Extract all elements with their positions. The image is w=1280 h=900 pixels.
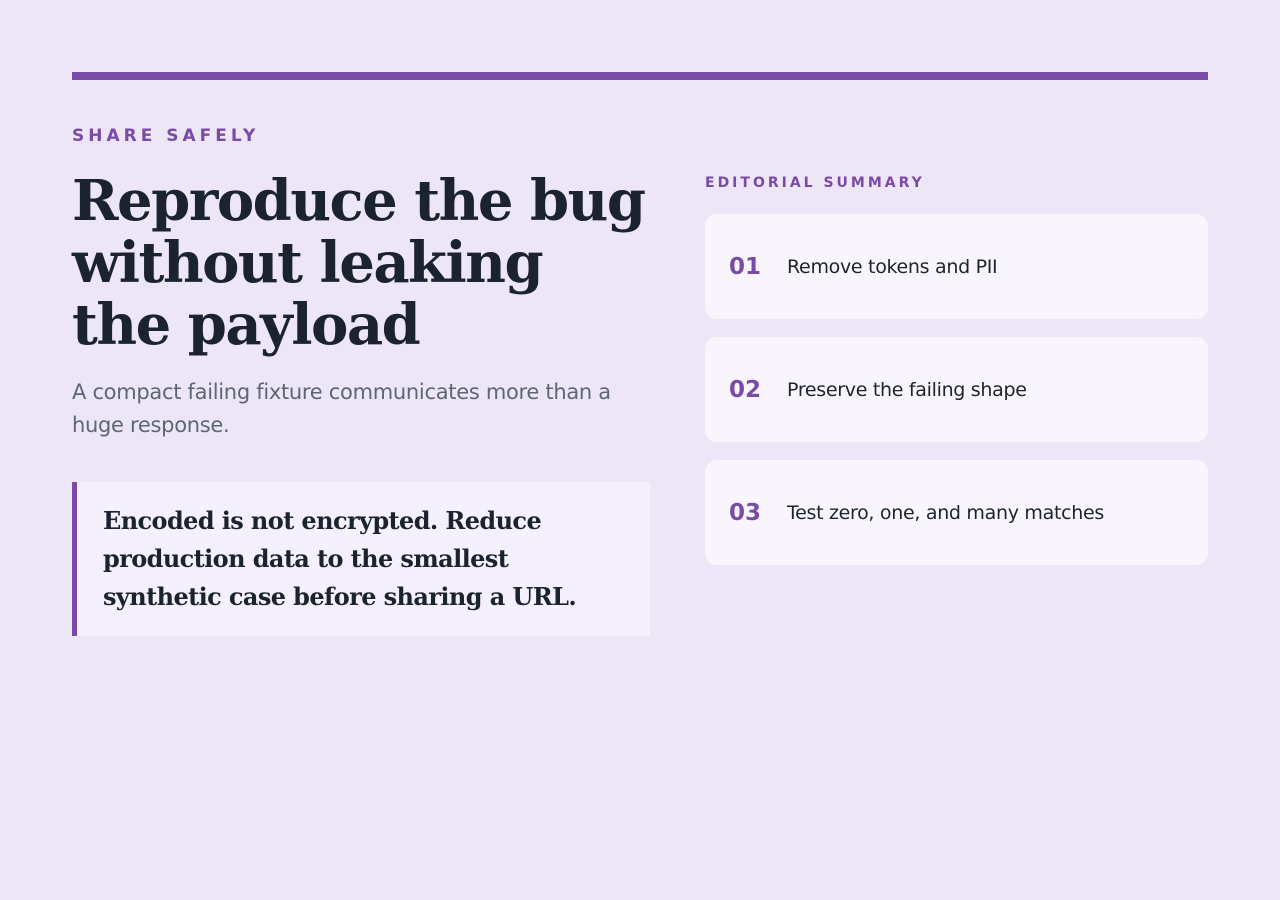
summary-card [705, 214, 1208, 319]
subtitle: A compact failing fixture communicates more than a huge response. [72, 380, 611, 437]
summary-label: EDITORIAL SUMMARY [705, 175, 925, 191]
summary-card-text: Remove tokens and PII [787, 255, 998, 278]
summary-card [705, 337, 1208, 442]
hero-section [72, 124, 650, 636]
eyebrow-label: SHARE SAFELY [72, 126, 260, 146]
summary-card-text: Test zero, one, and many matches [787, 501, 1104, 524]
callout-quote [72, 482, 650, 636]
summary-card-number: 02 [729, 376, 762, 403]
summary-card-text: Preserve the failing shape [787, 378, 1027, 401]
callout-text: Encoded is not encrypted. Reduce production data to the smallest synthetic case before sharing a URL. [103, 506, 577, 611]
editorial-summary [705, 172, 1208, 583]
page-title: Reproduce the bug without leaking the payload [72, 168, 645, 358]
summary-card [705, 460, 1208, 565]
summary-card-number: 03 [729, 499, 762, 526]
summary-card-number: 01 [729, 253, 762, 280]
top-accent-rule [72, 72, 1208, 80]
